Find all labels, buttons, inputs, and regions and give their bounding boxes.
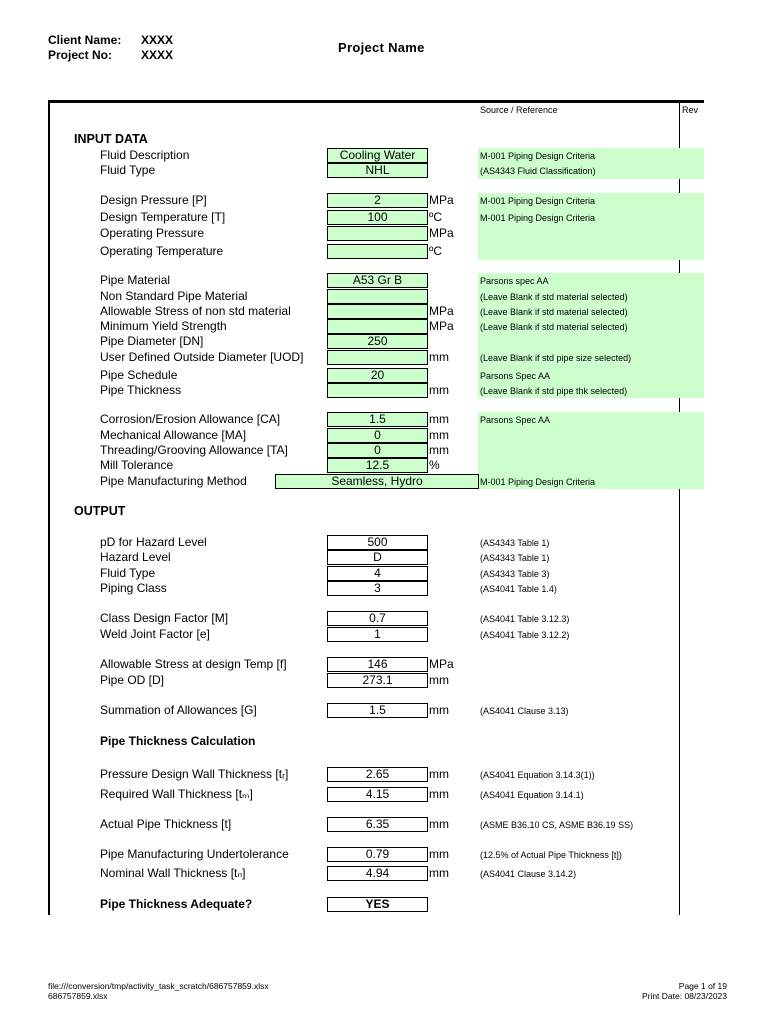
calc-row-reference: (AS4041 Equation 3.14.1) <box>480 790 584 800</box>
input-row-value[interactable]: NHL <box>327 163 428 178</box>
footer-path: file:///conversion/tmp/activity_task_scratch/686757859.xlsx <box>48 981 269 991</box>
input-row-value[interactable]: 2 <box>327 193 428 208</box>
output-row-label: Piping Class <box>100 581 167 595</box>
input-row-label: Threading/Grooving Allowance [TA] <box>100 443 288 457</box>
output-heading: OUTPUT <box>74 504 126 518</box>
input-row-unit: MPa <box>429 226 454 240</box>
input-row-label: Mechanical Allowance [MA] <box>100 428 247 442</box>
output-row-label: Class Design Factor [M] <box>100 611 229 625</box>
output-row-label: Pipe OD [D] <box>100 673 165 687</box>
input-row-value[interactable]: 12.5 <box>327 458 428 473</box>
calc-row-label: Nominal Wall Thickness [tₙ] <box>100 866 246 880</box>
input-row-value[interactable] <box>327 244 428 259</box>
adequate-label: Pipe Thickness Adequate? <box>100 897 253 911</box>
input-row-unit: % <box>429 458 440 472</box>
input-row-reference: Parsons spec AA <box>480 276 549 286</box>
input-row-unit: mm <box>429 350 449 364</box>
calc-row-reference: (AS4041 Equation 3.14.3(1)) <box>480 770 595 780</box>
output-row-label: Weld Joint Factor [e] <box>100 627 210 641</box>
input-row-value[interactable]: 0 <box>327 443 428 458</box>
input-row-label: Mill Tolerance <box>100 458 174 472</box>
input-row-label: Design Pressure [P] <box>100 193 207 207</box>
input-row-label: Operating Pressure <box>100 226 205 240</box>
input-row-reference: Parsons Spec AA <box>480 371 551 381</box>
sheet-top-border <box>48 100 704 103</box>
adequate-value[interactable]: YES <box>327 897 428 912</box>
input-row-unit: ºC <box>429 244 443 258</box>
input-row-unit: MPa <box>429 193 454 207</box>
output-row-label: Allowable Stress at design Temp [f] <box>100 657 287 671</box>
input-row-label: Fluid Description <box>100 148 190 162</box>
input-row-value[interactable] <box>327 226 428 241</box>
output-row-value[interactable]: 1.5 <box>327 703 428 718</box>
output-row-value[interactable]: 0.7 <box>327 611 428 626</box>
input-row-unit: mm <box>429 443 449 457</box>
project-no-value: XXXX <box>141 48 174 62</box>
input-row-value[interactable] <box>327 383 428 398</box>
input-row-label: Non Standard Pipe Material <box>100 289 248 303</box>
input-data-heading: INPUT DATA <box>74 132 148 146</box>
input-row-unit: MPa <box>429 319 454 333</box>
input-row-unit: mm <box>429 412 449 426</box>
project-name-title: Project Name <box>338 40 425 55</box>
calc-row-reference: (ASME B36.10 CS, ASME B36.19 SS) <box>480 820 634 830</box>
input-row-unit: MPa <box>429 304 454 318</box>
input-row-label: Minimum Yield Strength <box>100 319 227 333</box>
calc-row-label: Actual Pipe Thickness [t] <box>100 817 232 831</box>
calc-row-value[interactable]: 4.15 <box>327 787 428 802</box>
input-row-value[interactable]: Cooling Water <box>327 148 428 163</box>
input-row-reference: (Leave Blank if std material selected) <box>480 307 628 317</box>
output-row-reference: (AS4343 Table 3) <box>480 569 550 579</box>
input-row-label: Operating Temperature <box>100 244 224 258</box>
project-no-label: Project No: <box>48 48 113 62</box>
footer-file: 686757859.xlsx <box>48 991 108 1001</box>
input-row-value[interactable] <box>327 289 428 304</box>
output-row-unit: mm <box>429 703 449 717</box>
input-row-label: Pipe Schedule <box>100 368 178 382</box>
input-row-unit: mm <box>429 428 449 442</box>
calc-row-value[interactable]: 0.79 <box>327 847 428 862</box>
sheet-left-border <box>48 100 50 915</box>
input-row-label: Allowable Stress of non std material <box>100 304 291 318</box>
input-row-label: Pipe Material <box>100 273 171 287</box>
input-row-reference: (Leave Blank if std pipe thk selected) <box>480 386 628 396</box>
output-row-value[interactable]: 3 <box>327 581 428 596</box>
client-name-label: Client Name: <box>48 33 122 47</box>
input-row-value[interactable] <box>327 350 428 365</box>
input-row-label: Corrosion/Erosion Allowance [CA] <box>100 412 281 426</box>
calc-row-unit: mm <box>429 866 449 880</box>
calc-row-reference: (12.5% of Actual Pipe Thickness [t]) <box>480 850 622 860</box>
footer-page: Page 1 of 19 <box>678 981 727 991</box>
input-row-reference: M-001 Piping Design Criteria <box>480 196 596 206</box>
input-row-reference: (Leave Blank if std material selected) <box>480 322 628 332</box>
calc-row-label: Pressure Design Wall Thickness [tᵣ] <box>100 767 289 781</box>
input-row-unit: mm <box>429 383 449 397</box>
output-row-unit: MPa <box>429 657 454 671</box>
output-row-label: Summation of Allowances [G] <box>100 703 257 717</box>
output-row-reference: (AS4343 Table 1) <box>480 553 550 563</box>
output-row-value[interactable]: 273.1 <box>327 673 428 688</box>
input-row-label: Pipe Manufacturing Method <box>100 474 247 488</box>
calc-row-reference: (AS4041 Clause 3.14.2) <box>480 869 577 879</box>
input-row-value[interactable]: 250 <box>327 334 428 349</box>
calc-row-unit: mm <box>429 787 449 801</box>
input-row-value[interactable] <box>327 319 428 334</box>
input-row-reference: M-001 Piping Design Criteria <box>480 213 596 223</box>
input-row-reference: M-001 Piping Design Criteria <box>480 477 596 487</box>
calc-row-value[interactable]: 6.35 <box>327 817 428 832</box>
input-row-value[interactable]: Seamless, Hydro <box>275 474 479 489</box>
input-row-value[interactable]: A53 Gr B <box>327 273 428 288</box>
output-row-reference: (AS4041 Clause 3.13) <box>480 706 569 716</box>
calc-row-unit: mm <box>429 817 449 831</box>
output-row-value[interactable]: 1 <box>327 627 428 642</box>
input-row-value[interactable]: 20 <box>327 368 428 383</box>
output-row-value[interactable]: 500 <box>327 535 428 550</box>
source-reference-header: Source / Reference <box>480 105 558 115</box>
calc-row-label: Required Wall Thickness [tₘ] <box>100 787 253 801</box>
input-row-label: Fluid Type <box>100 163 156 177</box>
input-row-reference: (AS4343 Fluid Classification) <box>480 166 596 176</box>
footer-print-date: Print Date: 08/23/2023 <box>641 991 727 1001</box>
client-name-value: XXXX <box>141 33 174 47</box>
input-row-reference: Parsons Spec AA <box>480 415 551 425</box>
calc-row-label: Pipe Manufacturing Undertolerance <box>100 847 289 861</box>
calc-row-value[interactable]: 2.65 <box>327 767 428 782</box>
rev-header: Rev <box>682 105 699 115</box>
calc-heading: Pipe Thickness Calculation <box>100 734 256 748</box>
calc-row-unit: mm <box>429 847 449 861</box>
input-row-label: Pipe Diameter [DN] <box>100 334 204 348</box>
input-row-reference: M-001 Piping Design Criteria <box>480 151 596 161</box>
output-row-label: pD for Hazard Level <box>100 535 207 549</box>
output-row-value[interactable]: 4 <box>327 566 428 581</box>
output-row-reference: (AS4041 Table 3.12.2) <box>480 630 570 640</box>
input-row-value[interactable]: 1.5 <box>327 412 428 427</box>
input-row-value[interactable] <box>327 304 428 319</box>
input-row-reference: (Leave Blank if std pipe size selected) <box>480 353 632 363</box>
output-row-label: Fluid Type <box>100 566 156 580</box>
output-row-reference: (AS4041 Table 3.12.3) <box>480 614 570 624</box>
output-row-value[interactable]: D <box>327 550 428 565</box>
input-row-label: Pipe Thickness <box>100 383 182 397</box>
output-row-reference: (AS4041 Table 1.4) <box>480 584 557 594</box>
output-row-reference: (AS4343 Table 1) <box>480 538 550 548</box>
output-row-unit: mm <box>429 673 449 687</box>
input-row-value[interactable]: 100 <box>327 210 428 225</box>
output-row-label: Hazard Level <box>100 550 171 564</box>
input-row-label: User Defined Outside Diameter [UOD] <box>100 350 304 364</box>
input-row-unit: ºC <box>429 210 443 224</box>
output-row-value[interactable]: 146 <box>327 657 428 672</box>
input-row-reference: (Leave Blank if std material selected) <box>480 292 628 302</box>
calc-row-value[interactable]: 4.94 <box>327 866 428 881</box>
input-row-label: Design Temperature [T] <box>100 210 226 224</box>
input-row-value[interactable]: 0 <box>327 428 428 443</box>
calc-row-unit: mm <box>429 767 449 781</box>
